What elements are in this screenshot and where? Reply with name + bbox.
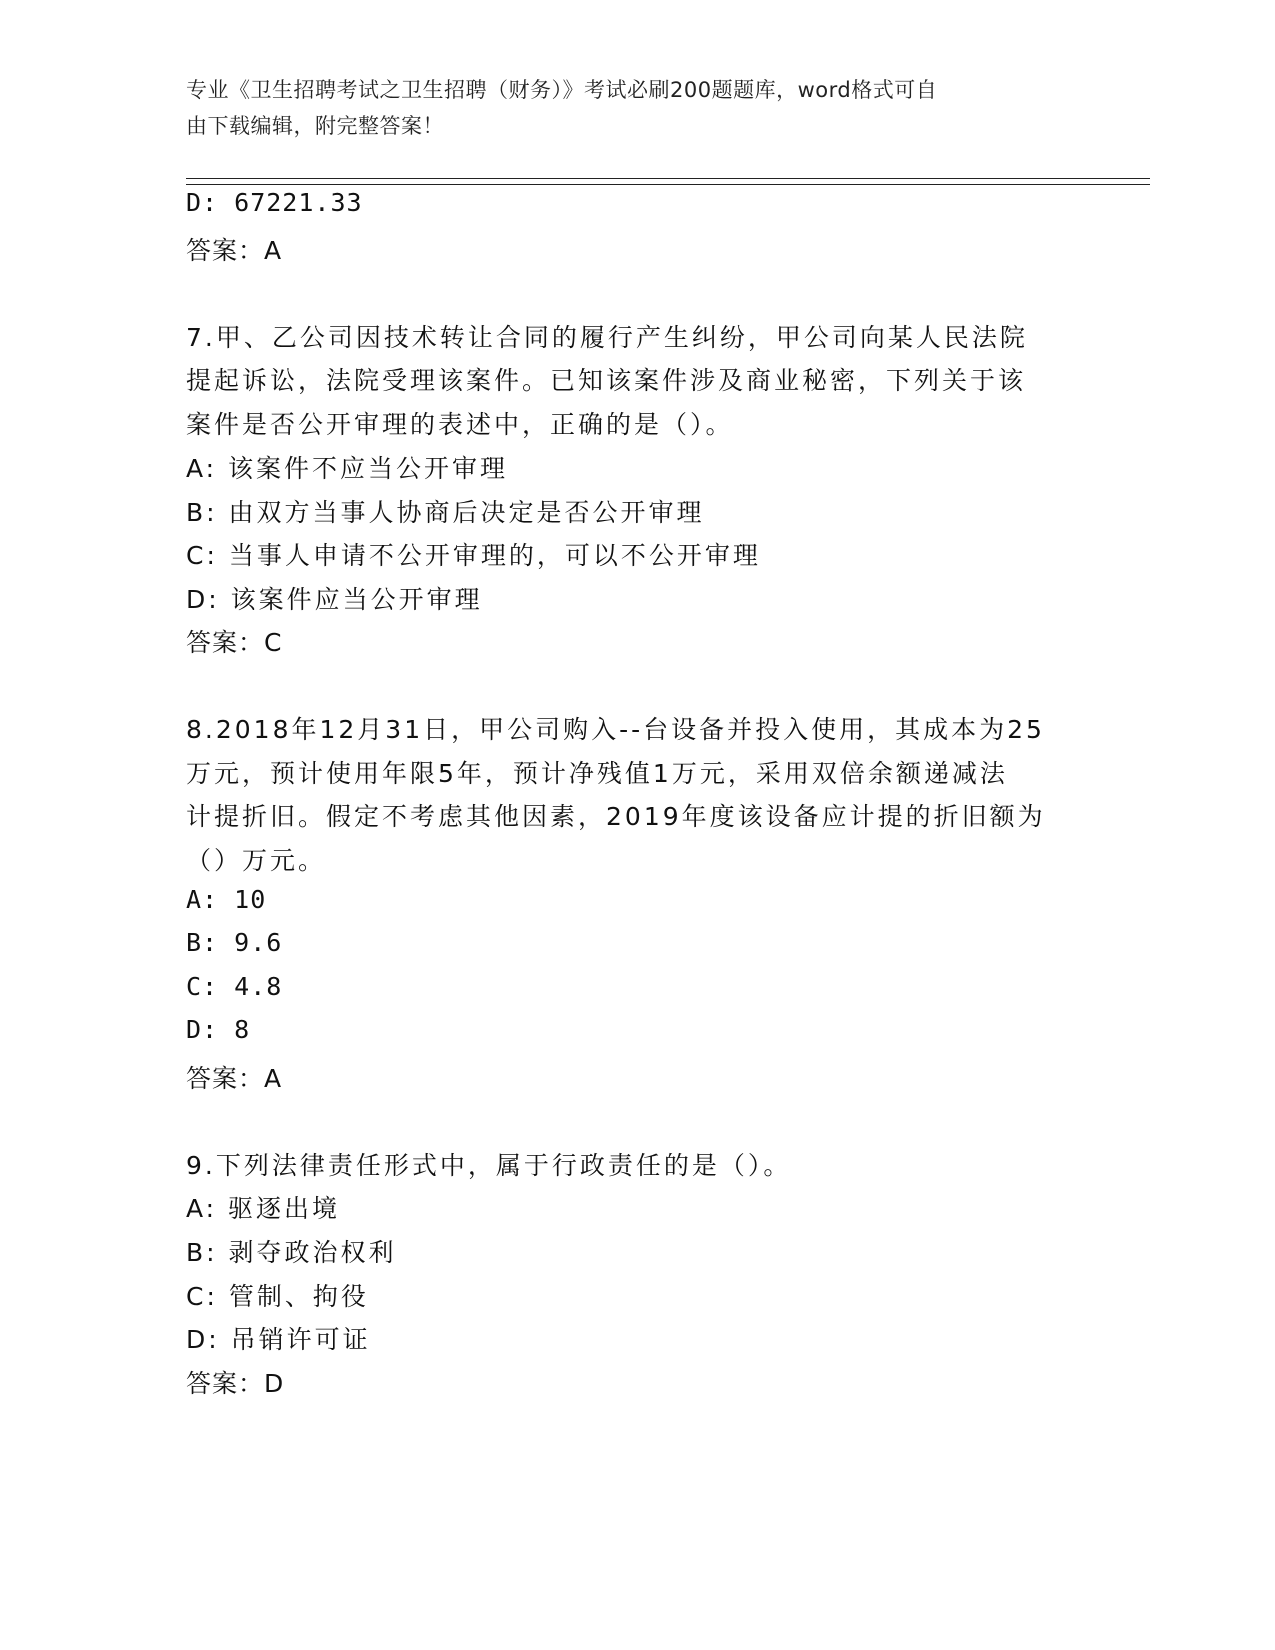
q8-stem-line-3: 计提折旧。假定不考虑其他因素，2019年度该设备应计提的折旧额为 (186, 802, 1046, 831)
q7-option-d: D: 该案件应当公开审理 (186, 585, 483, 614)
q9-option-d: D: 吊销许可证 (186, 1325, 371, 1354)
q7-option-c: C: 当事人申请不公开审理的，可以不公开审理 (186, 541, 761, 570)
q8-option-a: A: 10 (186, 885, 267, 914)
q9-answer: 答案：D (186, 1369, 285, 1398)
q7-option-b: B: 由双方当事人协商后决定是否公开审理 (186, 498, 705, 527)
header-line-1: 专业《卫生招聘考试之卫生招聘（财务）》考试必刷200题题库，word格式可自 (186, 78, 938, 102)
q8-answer: 答案：A (186, 1064, 283, 1093)
q8-option-d: D: 8 (186, 1015, 251, 1044)
q9-option-c: C: 管制、拘役 (186, 1282, 369, 1311)
q7-stem-line-1: 7.甲、乙公司因技术转让合同的履行产生纠纷，甲公司向某人民法院 (186, 323, 1028, 352)
header-divider-bottom (186, 184, 1150, 185)
q8-stem-line-4: （）万元。 (186, 846, 327, 875)
prev-answer: 答案：A (186, 236, 283, 265)
q7-answer: 答案：C (186, 628, 283, 657)
q7-stem-line-3: 案件是否公开审理的表述中，正确的是（）。 (186, 410, 734, 439)
header-line-2: 由下载编辑，附完整答案！ (186, 114, 444, 138)
header-divider-top (186, 178, 1150, 179)
prev-option-d: D: 67221.33 (186, 188, 363, 217)
q8-option-b: B: 9.6 (186, 928, 283, 957)
q8-stem-line-2: 万元，预计使用年限5年，预计净残值1万元，采用双倍余额递减法 (186, 759, 1008, 788)
q9-option-b: B: 剥夺政治权利 (186, 1238, 397, 1267)
q9-option-a: A: 驱逐出境 (186, 1194, 341, 1223)
page-header (186, 72, 1066, 144)
q7-option-a: A: 该案件不应当公开审理 (186, 454, 509, 483)
q9-stem-line-1: 9.下列法律责任形式中，属于行政责任的是（）。 (186, 1151, 792, 1180)
q8-option-c: C: 4.8 (186, 972, 283, 1001)
q7-stem-line-2: 提起诉讼，法院受理该案件。已知该案件涉及商业秘密，下列关于该 (186, 366, 1027, 395)
q8-stem-line-1: 8.2018年12月31日，甲公司购入--台设备并投入使用，其成本为25 (186, 715, 1045, 744)
